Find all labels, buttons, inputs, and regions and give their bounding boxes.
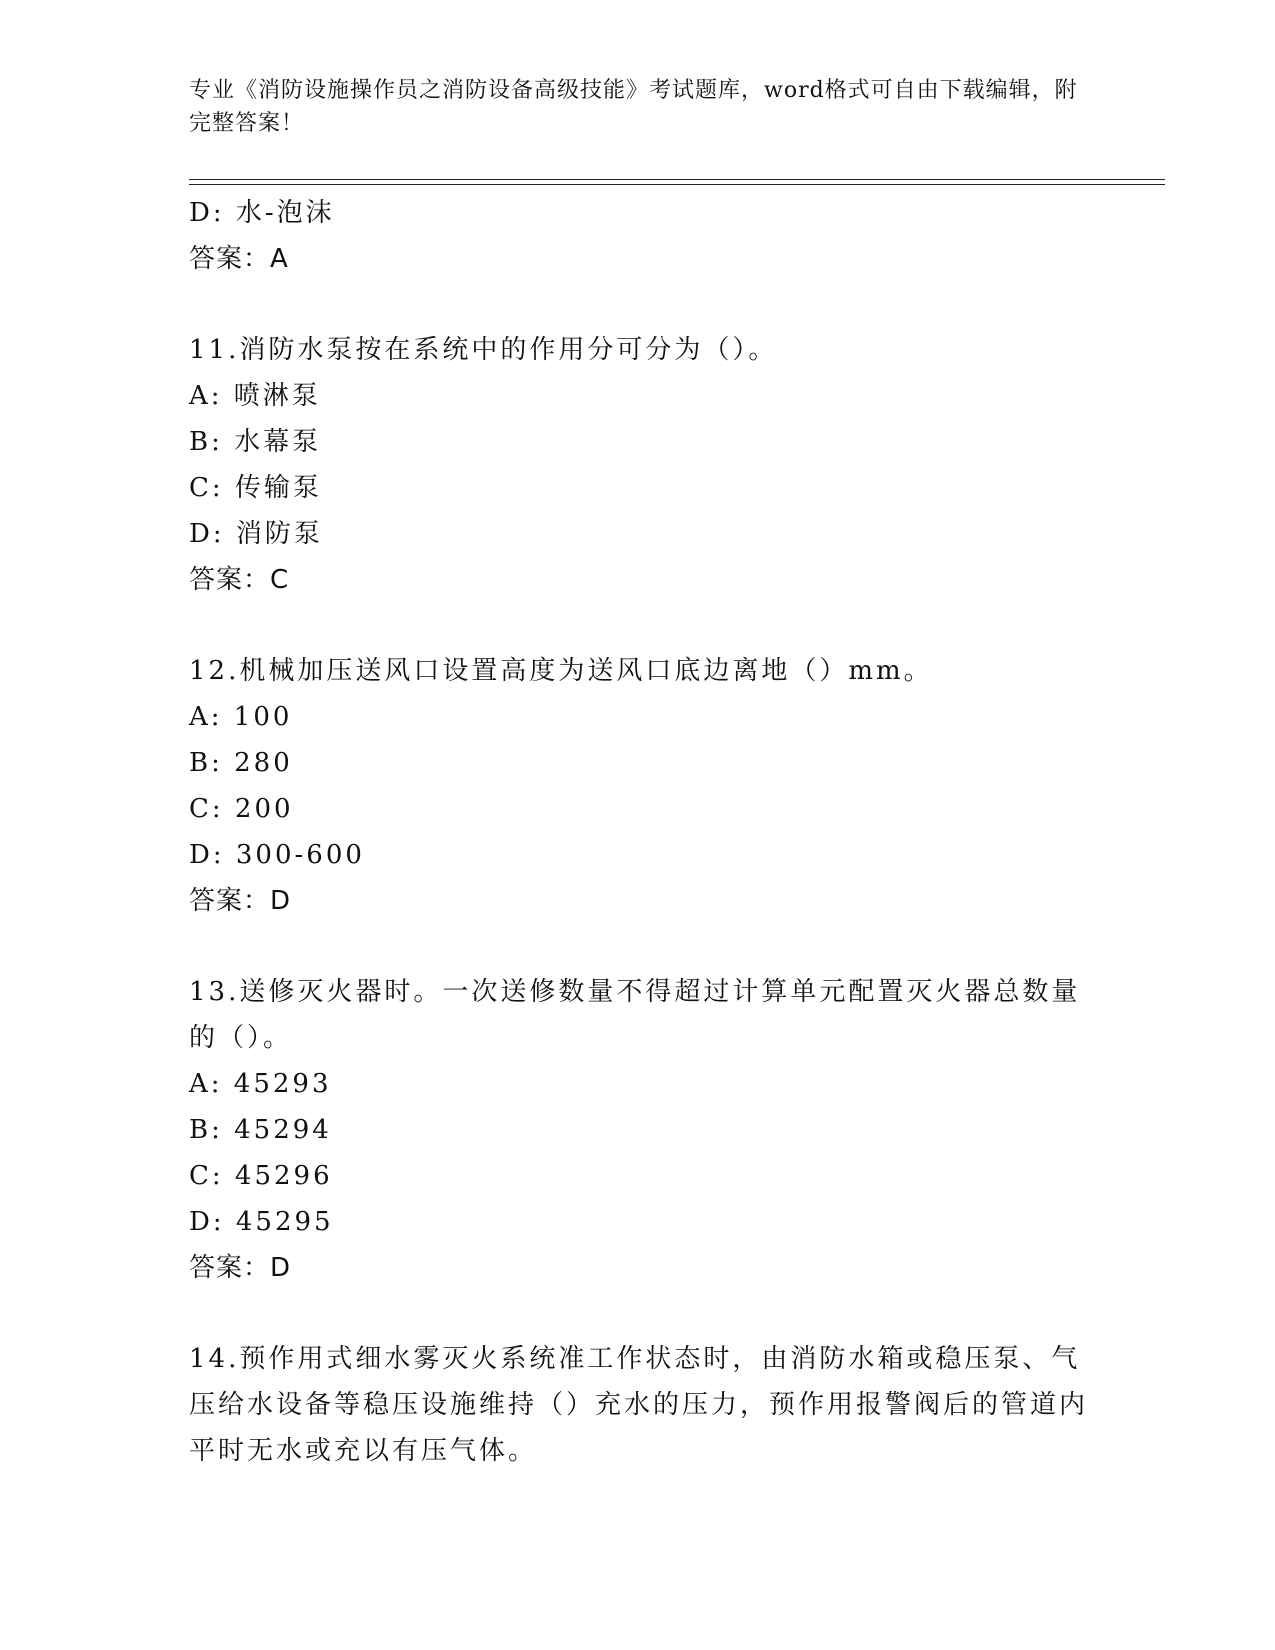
question-block-12 [189,648,1089,924]
question-stem: 13.送修灭火器时。一次送修数量不得超过计算单元配置灭火器总数量的（）。 [189,977,1081,1053]
option-a: A: 100 [189,702,293,732]
document-header: 专业《消防设施操作员之消防设备高级技能》考试题库，word格式可自由下载编辑，附完整答案！ [189,78,1078,136]
option-c: C: 45296 [189,1161,333,1191]
option-b: B: 45294 [189,1115,332,1145]
question-stem: 14.预作用式细水雾灭火系统准工作状态时，由消防水箱或稳压泵、气压给水设备等稳压设施维持（）充水的压力，预作用报警阀后的管道内平时无水或充以有压气体。 [189,1344,1089,1466]
question-block-13 [189,969,1089,1291]
question-list [189,190,1089,1474]
answer-line: 答案：C [189,565,290,595]
answer-line: 答案：A [189,244,289,274]
option-c: C: 传输泵 [189,473,322,503]
question-stem: 12.机械加压送风口设置高度为送风口底边离地（）mm。 [189,656,933,686]
option-d: D: 水-泡沫 [189,198,335,228]
option-d: D: 消防泵 [189,519,323,549]
option-b: B: 水幕泵 [189,427,322,457]
header-divider-bottom [189,184,1165,185]
option-a: A: 45293 [189,1069,332,1099]
spacer [189,603,1089,648]
spacer [189,1291,1089,1336]
question-block-14 [189,1336,1089,1474]
spacer [189,924,1089,969]
answer-line: 答案：D [189,886,292,916]
option-a: A: 喷淋泵 [189,381,321,411]
option-c: C: 200 [189,794,294,824]
option-d: D: 45295 [189,1207,334,1237]
question-block-11 [189,327,1089,603]
option-b: B: 280 [189,748,293,778]
spacer [189,282,1089,327]
answer-line: 答案：D [189,1253,292,1283]
option-d: D: 300-600 [189,840,365,870]
question-stem: 11.消防水泵按在系统中的作用分可分为（）。 [189,335,778,365]
header-divider-top [189,179,1165,180]
